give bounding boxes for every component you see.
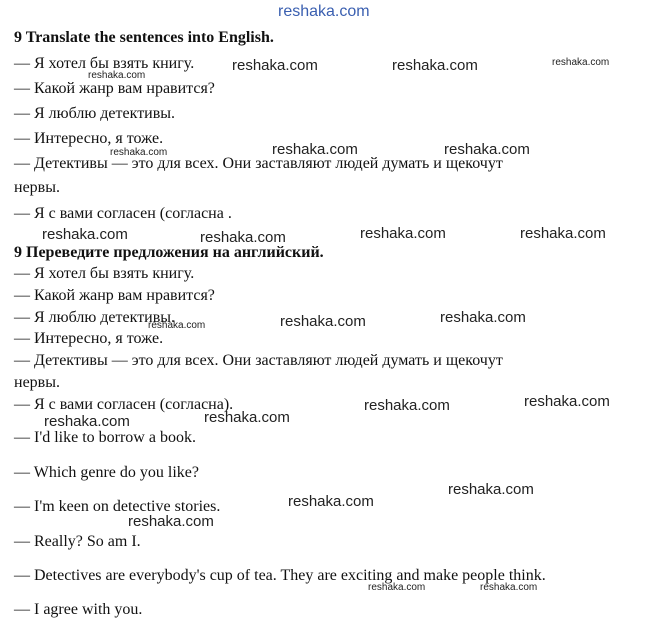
- watermark: reshaka.com: [88, 70, 146, 81]
- sentence-line: — Я с вами согласен (согласна .: [14, 205, 232, 222]
- watermark: reshaka.com: [232, 57, 318, 74]
- sentence-line: нервы.: [14, 374, 60, 391]
- watermark: reshaka.com: [280, 313, 366, 330]
- watermark: reshaka.com: [272, 141, 358, 158]
- exercise-heading-russian: 9 Переведите предложения на английский.: [14, 244, 324, 261]
- sentence-line: — Какой жанр вам нравится?: [14, 80, 215, 97]
- watermark: reshaka.com: [360, 225, 446, 242]
- watermark: reshaka.com: [440, 309, 526, 326]
- sentence-line: нервы.: [14, 179, 60, 196]
- sentence-line: — Я люблю детективы.: [14, 309, 176, 326]
- watermark: reshaka.com: [200, 229, 286, 246]
- answer-line: — Really? So am I.: [14, 533, 141, 550]
- sentence-line: — Я хотел бы взять книгу.: [14, 265, 195, 282]
- exercise-heading-english: 9 Translate the sentences into English.: [14, 29, 274, 46]
- watermark: reshaka.com: [148, 320, 206, 331]
- watermark: reshaka.com: [392, 57, 478, 74]
- sentence-line: — Детективы — это для всех. Они заставляют людей думать и щекочут: [14, 352, 503, 369]
- watermark: reshaka.com: [480, 582, 538, 593]
- answer-line: — I'm keen on detective stories.: [14, 498, 221, 515]
- watermark: reshaka.com: [448, 481, 534, 498]
- watermark: reshaka.com: [288, 493, 374, 510]
- answer-line: — Which genre do you like?: [14, 464, 199, 481]
- watermark: reshaka.com: [42, 226, 128, 243]
- sentence-line: — Я хотел бы взять книгу.: [14, 55, 195, 72]
- sentence-line: — Я люблю детективы.: [14, 105, 176, 122]
- sentence-line: — Я с вами согласен (согласна).: [14, 396, 234, 413]
- answer-line: — Detectives are everybody's cup of tea. They are exciting and make people think.: [14, 567, 546, 584]
- watermark: reshaka.com: [524, 393, 610, 410]
- answer-line: — I agree with you.: [14, 601, 143, 618]
- sentence-line: — Какой жанр вам нравится?: [14, 287, 215, 304]
- sentence-line: — Детективы — это для всех. Они заставляют людей думать и щекочут: [14, 155, 503, 172]
- sentence-line: — Интересно, я тоже.: [14, 130, 164, 147]
- watermark: reshaka.com: [444, 141, 530, 158]
- sentence-line: — Интересно, я тоже.: [14, 330, 164, 347]
- watermark: reshaka.com: [204, 409, 290, 426]
- watermark: reshaka.com: [552, 57, 610, 68]
- watermark: reshaka.com: [364, 397, 450, 414]
- watermark: reshaka.com: [278, 3, 370, 20]
- watermark: reshaka.com: [128, 513, 214, 530]
- watermark: reshaka.com: [110, 147, 168, 158]
- watermark: reshaka.com: [368, 582, 426, 593]
- answer-line: — I'd like to borrow a book.: [14, 429, 196, 446]
- watermark: reshaka.com: [520, 225, 606, 242]
- watermark: reshaka.com: [44, 413, 130, 430]
